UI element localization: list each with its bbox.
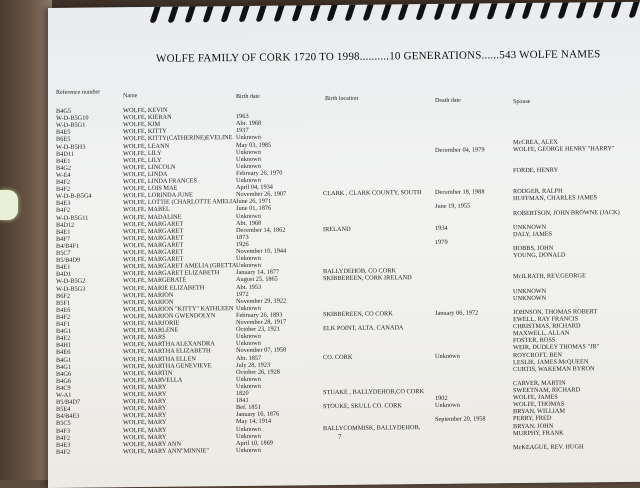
row-birth-date: Unknown xyxy=(236,134,261,142)
row-name: WOLFE, KIM xyxy=(123,121,161,129)
row-birth-location: IRELAND xyxy=(323,225,351,233)
row-name: WOLFE, MARY xyxy=(123,383,167,392)
row-reference: W-D-B5G11 xyxy=(56,214,89,222)
row-name: WOLFE, MARION GWENDOLYN xyxy=(123,312,216,321)
row-name: WOLFE, LINDA xyxy=(123,170,168,179)
row-name: WOLFE, MARGARET xyxy=(123,234,184,243)
row-birth-location: CO. CORK xyxy=(323,353,353,361)
row-birth-date: January 16, 1876 xyxy=(236,410,280,419)
row-spouse: WOLFE, THOMAS xyxy=(513,400,565,409)
row-birth-date: Unknown xyxy=(236,340,261,348)
row-reference: W-D-B-B5G4 xyxy=(56,192,92,201)
row-spouse: UNKNOWN xyxy=(513,287,547,295)
row-name: WOLFE, LINCOLN xyxy=(123,163,176,172)
row-birth-date: Bef. 1851 xyxy=(236,403,261,412)
row-reference: B4E5 xyxy=(56,129,71,137)
row-death-date: Unknown xyxy=(435,401,460,410)
row-spouse: PERRY, FRED xyxy=(513,415,552,423)
document-page xyxy=(48,2,640,488)
row-death-date: Unknown xyxy=(435,352,460,360)
row-spouse: BRYAN, WILLIAM xyxy=(513,407,566,416)
row-reference: W-D-B5G10 xyxy=(56,114,89,123)
header-death-date: Death date xyxy=(435,97,461,104)
row-name: WOLFE, LOTTIE (CHARLOTTE AMELIA xyxy=(123,198,237,207)
row-birth-date: 1926 xyxy=(236,240,249,248)
row-name: WOLFE, MARY xyxy=(123,426,167,434)
row-name: WOLFE, MARY xyxy=(123,397,167,406)
row-birth-date: 1820 xyxy=(236,389,249,398)
desk-surface-left xyxy=(0,0,52,480)
binding-ring xyxy=(628,2,640,18)
row-spouse: EWELL, RAY FRANCIS xyxy=(513,315,579,324)
row-reference: B4G1 xyxy=(56,327,72,336)
row-birth-date: Unknown xyxy=(236,254,261,263)
binding-ring xyxy=(433,2,446,20)
row-birth-date: Abt. 1953 xyxy=(236,283,262,291)
row-name: WOLFE, MARY ANN"MINNIE" xyxy=(123,447,209,456)
row-reference: B4E1 xyxy=(56,263,71,272)
row-name: WOLFE, LORINDA JUNE xyxy=(123,191,193,200)
row-birth-date: May 03, 1985 xyxy=(236,141,272,149)
header-name: Name xyxy=(123,93,138,100)
row-birth-location: ELK POINT, ALTA. CANADA xyxy=(323,324,404,333)
row-birth-date: July 28, 1923 xyxy=(236,361,271,369)
row-name: WOLFE, KEVIN xyxy=(123,106,168,115)
row-name: WOLFE, MARGARET xyxy=(123,255,184,264)
row-birth-date: January 14, 1877 xyxy=(236,268,280,277)
row-reference: B4E6 xyxy=(56,306,71,314)
row-reference: B6E5 xyxy=(56,136,71,144)
binding-ring xyxy=(504,2,517,20)
row-name: WOLFE, MARGARET xyxy=(123,241,184,250)
row-birth-date: Unknown xyxy=(236,162,261,170)
row-birth-date: April 04, 1934 xyxy=(236,183,273,192)
row-spouse: McKEAGUE, REV. HUGH xyxy=(513,443,584,451)
row-reference: B4G6 xyxy=(56,377,72,385)
row-reference: B4G5 xyxy=(56,107,72,115)
row-reference: B5/B4D9 xyxy=(56,256,81,265)
row-birth-date: November 29, 1922 xyxy=(236,297,287,305)
binder-clip xyxy=(0,190,18,220)
row-name: WOLFE, KIERAN xyxy=(123,113,172,122)
row-reference: B4F2 xyxy=(56,207,70,215)
row-birth-date: Abt. 1968 xyxy=(236,119,262,128)
row-name: WOLFE, MARIE ELIZABETH xyxy=(123,283,205,292)
row-spouse: FOSTER, ROSS xyxy=(513,336,556,345)
row-birth-date: 1937 xyxy=(236,127,249,135)
row-name: WOLFE, LILY xyxy=(123,156,162,164)
binding-ring xyxy=(593,2,606,19)
row-birth-date: October 23, 1921 xyxy=(236,325,280,334)
row-spouse: YOUNG, DONALD xyxy=(513,251,566,260)
row-name: WOLFE, MARY xyxy=(123,419,167,427)
binding-ring xyxy=(291,2,304,22)
row-birth-date: 1972 xyxy=(236,290,249,298)
row-birth-date: November 26, 1907 xyxy=(236,190,287,199)
binding-ring xyxy=(380,2,393,21)
row-reference: B4D11 xyxy=(56,150,74,158)
row-name: WOLFE, MABEL xyxy=(123,206,170,214)
row-name: WOLFE, MARTIN xyxy=(123,369,173,377)
binding-ring xyxy=(611,2,624,18)
row-name: WOLFE, MARTHA ELLEN xyxy=(123,354,196,363)
row-birth-date: Unknown xyxy=(236,155,261,163)
spiral-binding xyxy=(153,2,640,29)
row-birth-date: 1841 xyxy=(236,396,249,405)
row-birth-date: August 25, 1865 xyxy=(236,275,278,284)
row-birth-date: Unknown xyxy=(236,382,261,390)
row-reference: W-D-B5G2 xyxy=(56,277,86,286)
row-spouse: ROYCROFT, BEN xyxy=(513,351,562,359)
binding-ring xyxy=(522,2,535,19)
row-name: WOLFE, LEANN xyxy=(123,142,170,150)
row-birth-date: Unknown xyxy=(236,261,261,270)
row-spouse: SWEETNAM, RICHARD xyxy=(513,386,581,395)
row-name: WOLFE, MARGARET xyxy=(123,220,184,228)
row-spouse: JOHNSON, THOMAS ROBERT xyxy=(513,308,598,317)
row-birth-location: SKIBBEREEN, CORK IRELAND xyxy=(323,274,412,283)
row-birth-date: Unknown xyxy=(236,176,261,185)
row-spouse: FORDE, HENRY xyxy=(513,166,559,175)
row-name: WOLFE, MARY xyxy=(123,412,167,420)
row-birth-date: April 10, 1869 xyxy=(236,439,273,447)
binding-ring xyxy=(362,2,375,21)
row-reference: B5C7 xyxy=(56,249,71,257)
row-name: WOLFE, MARGERATE xyxy=(123,276,187,285)
row-reference: W-D-B5G3 xyxy=(56,285,86,293)
row-spouse: DALY, JAMES xyxy=(513,230,553,238)
row-name: WOLFE, MARGARET ELIZABETH xyxy=(123,269,220,278)
row-birth-date: Unknown xyxy=(236,425,261,433)
binding-ring xyxy=(345,2,358,21)
binding-ring xyxy=(451,2,464,20)
row-name: WOLFE, MARLENE xyxy=(123,326,179,335)
row-name: WOLFE, MARTHA ELIZABETH xyxy=(123,347,211,356)
row-name: WOLFE, MARGARET xyxy=(123,227,184,235)
row-spouse: LESLIE, JAMES McQUEEN xyxy=(513,357,589,366)
header-spouse: Spouse xyxy=(513,98,531,106)
row-reference: B4E6 xyxy=(56,349,71,357)
row-birth-location: STOUKE, SKULL CO. CORK xyxy=(323,402,402,411)
row-birth-location: BALLYCOMMISK, BALLYDEHOB, xyxy=(323,423,421,432)
row-reference: B4C9 xyxy=(56,384,71,392)
row-death-date: September 20, 1958 xyxy=(435,415,486,424)
row-reference: B5C5 xyxy=(56,420,71,428)
row-birth-date: 1963 xyxy=(236,112,249,121)
binding-ring xyxy=(415,2,428,20)
row-reference: W-D-B5H3 xyxy=(56,143,86,151)
row-birth-date: 1873 xyxy=(236,233,249,241)
row-reference: W-A1 xyxy=(56,391,72,399)
row-birth-date: Abt. 1968 xyxy=(236,219,262,227)
row-name: WOLFE, MARION xyxy=(123,298,174,306)
row-spouse: McCREA, ALEX xyxy=(513,138,558,146)
binding-ring xyxy=(327,2,340,21)
row-name: WOLFE, MARGARET AMELIA (GRETTA xyxy=(123,262,237,271)
row-reference: B5F1 xyxy=(56,299,70,307)
binding-ring xyxy=(557,2,570,19)
binding-ring xyxy=(309,2,322,22)
row-birth-date: February 26, 1893 xyxy=(236,311,283,319)
header-birth-date: Birth date xyxy=(236,93,260,101)
row-reference: B4D12 xyxy=(56,221,75,229)
row-reference: B4F1 xyxy=(56,320,70,328)
row-birth-date: Unknown xyxy=(236,304,261,312)
binding-ring xyxy=(398,2,411,21)
row-birth-date: November 07, 1958 xyxy=(236,346,287,355)
row-reference: B4E1 xyxy=(56,228,71,236)
row-spouse: HOBBS, JOHN xyxy=(513,244,554,253)
row-spouse: MAXWELL, ALLAN xyxy=(513,329,570,338)
row-name: WOLFE, KITTY(CATHERINE)EVELINE xyxy=(123,134,233,143)
binding-ring xyxy=(274,2,287,22)
row-birth-date: Unknown xyxy=(236,375,261,383)
row-birth-location: STUAKE , BALLYDEHOB,CO CORK xyxy=(323,388,424,397)
row-death-date: January 06, 1972 xyxy=(435,309,479,317)
row-birth-date: Abt. 1857 xyxy=(236,354,262,362)
row-name: WOLFE, MARTHA GENEVIEVE xyxy=(123,361,212,370)
row-reference: W-D-B5G1 xyxy=(56,121,86,130)
row-name: WOLFE, MARY xyxy=(123,433,167,441)
row-name: WOLFE, MARY ANN xyxy=(123,440,182,448)
row-spouse: BRYAN, JOHN xyxy=(513,422,554,430)
row-reference: B4E3 xyxy=(56,441,71,449)
row-birth-date: November 10, 1944 xyxy=(236,247,287,256)
row-spouse: McILRATH, REV.GEORGE xyxy=(513,272,586,281)
row-name: WOLFE, MARION "KITTY" KATHLEEN xyxy=(123,304,234,314)
row-name: WOLFE, KITTY xyxy=(123,128,167,136)
row-reference: B4F2 xyxy=(56,434,70,442)
row-death-date: 1934 xyxy=(435,224,448,232)
binding-ring xyxy=(469,2,482,20)
row-reference: B4F2 xyxy=(56,185,70,194)
binding-ring xyxy=(486,2,499,20)
row-death-date: June 19, 1955 xyxy=(435,202,471,211)
row-birth-location: BALLYDEHOB, CO CORK xyxy=(323,267,397,276)
row-name: WOLFE, LOIS MAE xyxy=(123,184,178,193)
row-reference: B4E2 xyxy=(56,334,71,343)
row-death-date: 1979 xyxy=(435,238,448,246)
row-spouse: ROBERTSON, JOHN BROWNE (JACK) xyxy=(513,208,620,217)
row-reference: B4G2 xyxy=(56,164,72,172)
page-title: WOLFE FAMILY OF CORK 1720 TO 1998..........10 GENERATIONS......543 WOLFE NAMES xyxy=(156,48,601,65)
row-birth-date: November 28, 1917 xyxy=(236,318,287,327)
row-reference: B4F2 xyxy=(56,448,70,456)
row-death-date: December 18, 1988 xyxy=(435,188,485,197)
row-birth-date: June 26, 1971 xyxy=(236,197,272,206)
row-name: WOLFE, MARVELLA xyxy=(123,376,183,385)
row-reference: B4G1 xyxy=(56,356,72,364)
row-name: WOLFE, LILY xyxy=(123,149,162,157)
row-spouse: WOLFE, GEORGE HENRY "HARRY" xyxy=(513,144,615,153)
binding-ring xyxy=(540,2,553,19)
row-name: WOLFE, MARY xyxy=(123,390,167,399)
row-name: WOLFE, MARY xyxy=(123,404,167,413)
row-reference: B4/B4E3 xyxy=(56,412,80,421)
row-spouse: HUFFMAN, CHARLES JAMES xyxy=(513,194,598,203)
row-spouse: MURPHY, FRANK xyxy=(513,429,564,437)
row-name: WOLFE, MARION xyxy=(123,291,174,299)
row-birth-date: May 14, 1914 xyxy=(236,418,272,426)
row-birth-date: June 01, 1876 xyxy=(236,205,272,213)
row-name: WOLFE, MARJORIE xyxy=(123,319,180,328)
row-name: WOLFE, MARS xyxy=(123,333,166,342)
binding-ring xyxy=(575,2,588,19)
row-birth-date: Unknown xyxy=(236,432,261,440)
row-birth-date: Unknown xyxy=(236,148,261,156)
row-spouse: CARVER, MARTIN xyxy=(513,379,566,388)
header-reference-number: Reference number xyxy=(56,89,101,96)
row-name: WOLFE, MADALINE xyxy=(123,213,182,221)
row-spouse: CHRISTMAS, RICHARD xyxy=(513,322,581,331)
row-birth-location: CLARK , CLARK COUNTY, SOUTH xyxy=(323,189,422,198)
row-spouse: WOLFE, JAMES xyxy=(513,393,558,402)
row-birth-date: Unknown xyxy=(236,212,261,220)
row-reference: B4G1 xyxy=(56,363,72,371)
row-spouse: UNKNOWN xyxy=(513,294,547,302)
row-reference: B4H1 xyxy=(56,342,72,350)
row-spouse: RODGER, RALPH xyxy=(513,187,563,196)
row-birth-location: SKIBBEREEN, CO CORK xyxy=(323,310,393,319)
row-reference: B4E3 xyxy=(56,200,71,208)
row-spouse: WEIR, DUDLEY THOMAS "JR" xyxy=(513,343,600,352)
row-death-date: 1902 xyxy=(435,394,448,403)
row-name: WOLFE, LINDA FRANCES xyxy=(123,177,197,186)
row-reference: W-E4 xyxy=(56,171,71,179)
row-spouse: CURTIS, WAKEMAN BYRON xyxy=(513,364,595,373)
row-birth-date: October 26, 1928 xyxy=(236,368,280,376)
row-reference: B4F2 xyxy=(56,178,70,186)
row-name: WOLFE, MARGARET xyxy=(123,248,184,257)
row-reference: B4E1 xyxy=(56,157,71,165)
row-reference: B4/B4F1 xyxy=(56,242,80,250)
row-reference: B6F2 xyxy=(56,292,70,300)
row-reference: B4F3 xyxy=(56,427,70,435)
row-birth-date: Unknown xyxy=(236,332,261,341)
row-birth-date: December 14, 1862 xyxy=(236,226,286,234)
row-spouse: UNKNOWN xyxy=(513,223,547,231)
row-name: WOLFE, MARTHA ALEXANDRA xyxy=(123,340,215,349)
row-reference: B4G6 xyxy=(56,370,72,378)
row-birth-date: February 26, 1970 xyxy=(236,169,283,177)
row-reference: B5/B4D7 xyxy=(56,398,81,407)
row-reference: B4F7 xyxy=(56,235,70,243)
page-number: 7 xyxy=(338,432,342,441)
row-reference: B4F2 xyxy=(56,313,70,321)
row-reference: B5E4 xyxy=(56,405,71,414)
header-birth-location: Birth location xyxy=(325,95,359,103)
row-death-date: December 04, 1979 xyxy=(435,146,485,154)
row-birth-date: Unknown xyxy=(236,446,261,454)
row-reference: B4D1 xyxy=(56,271,72,279)
